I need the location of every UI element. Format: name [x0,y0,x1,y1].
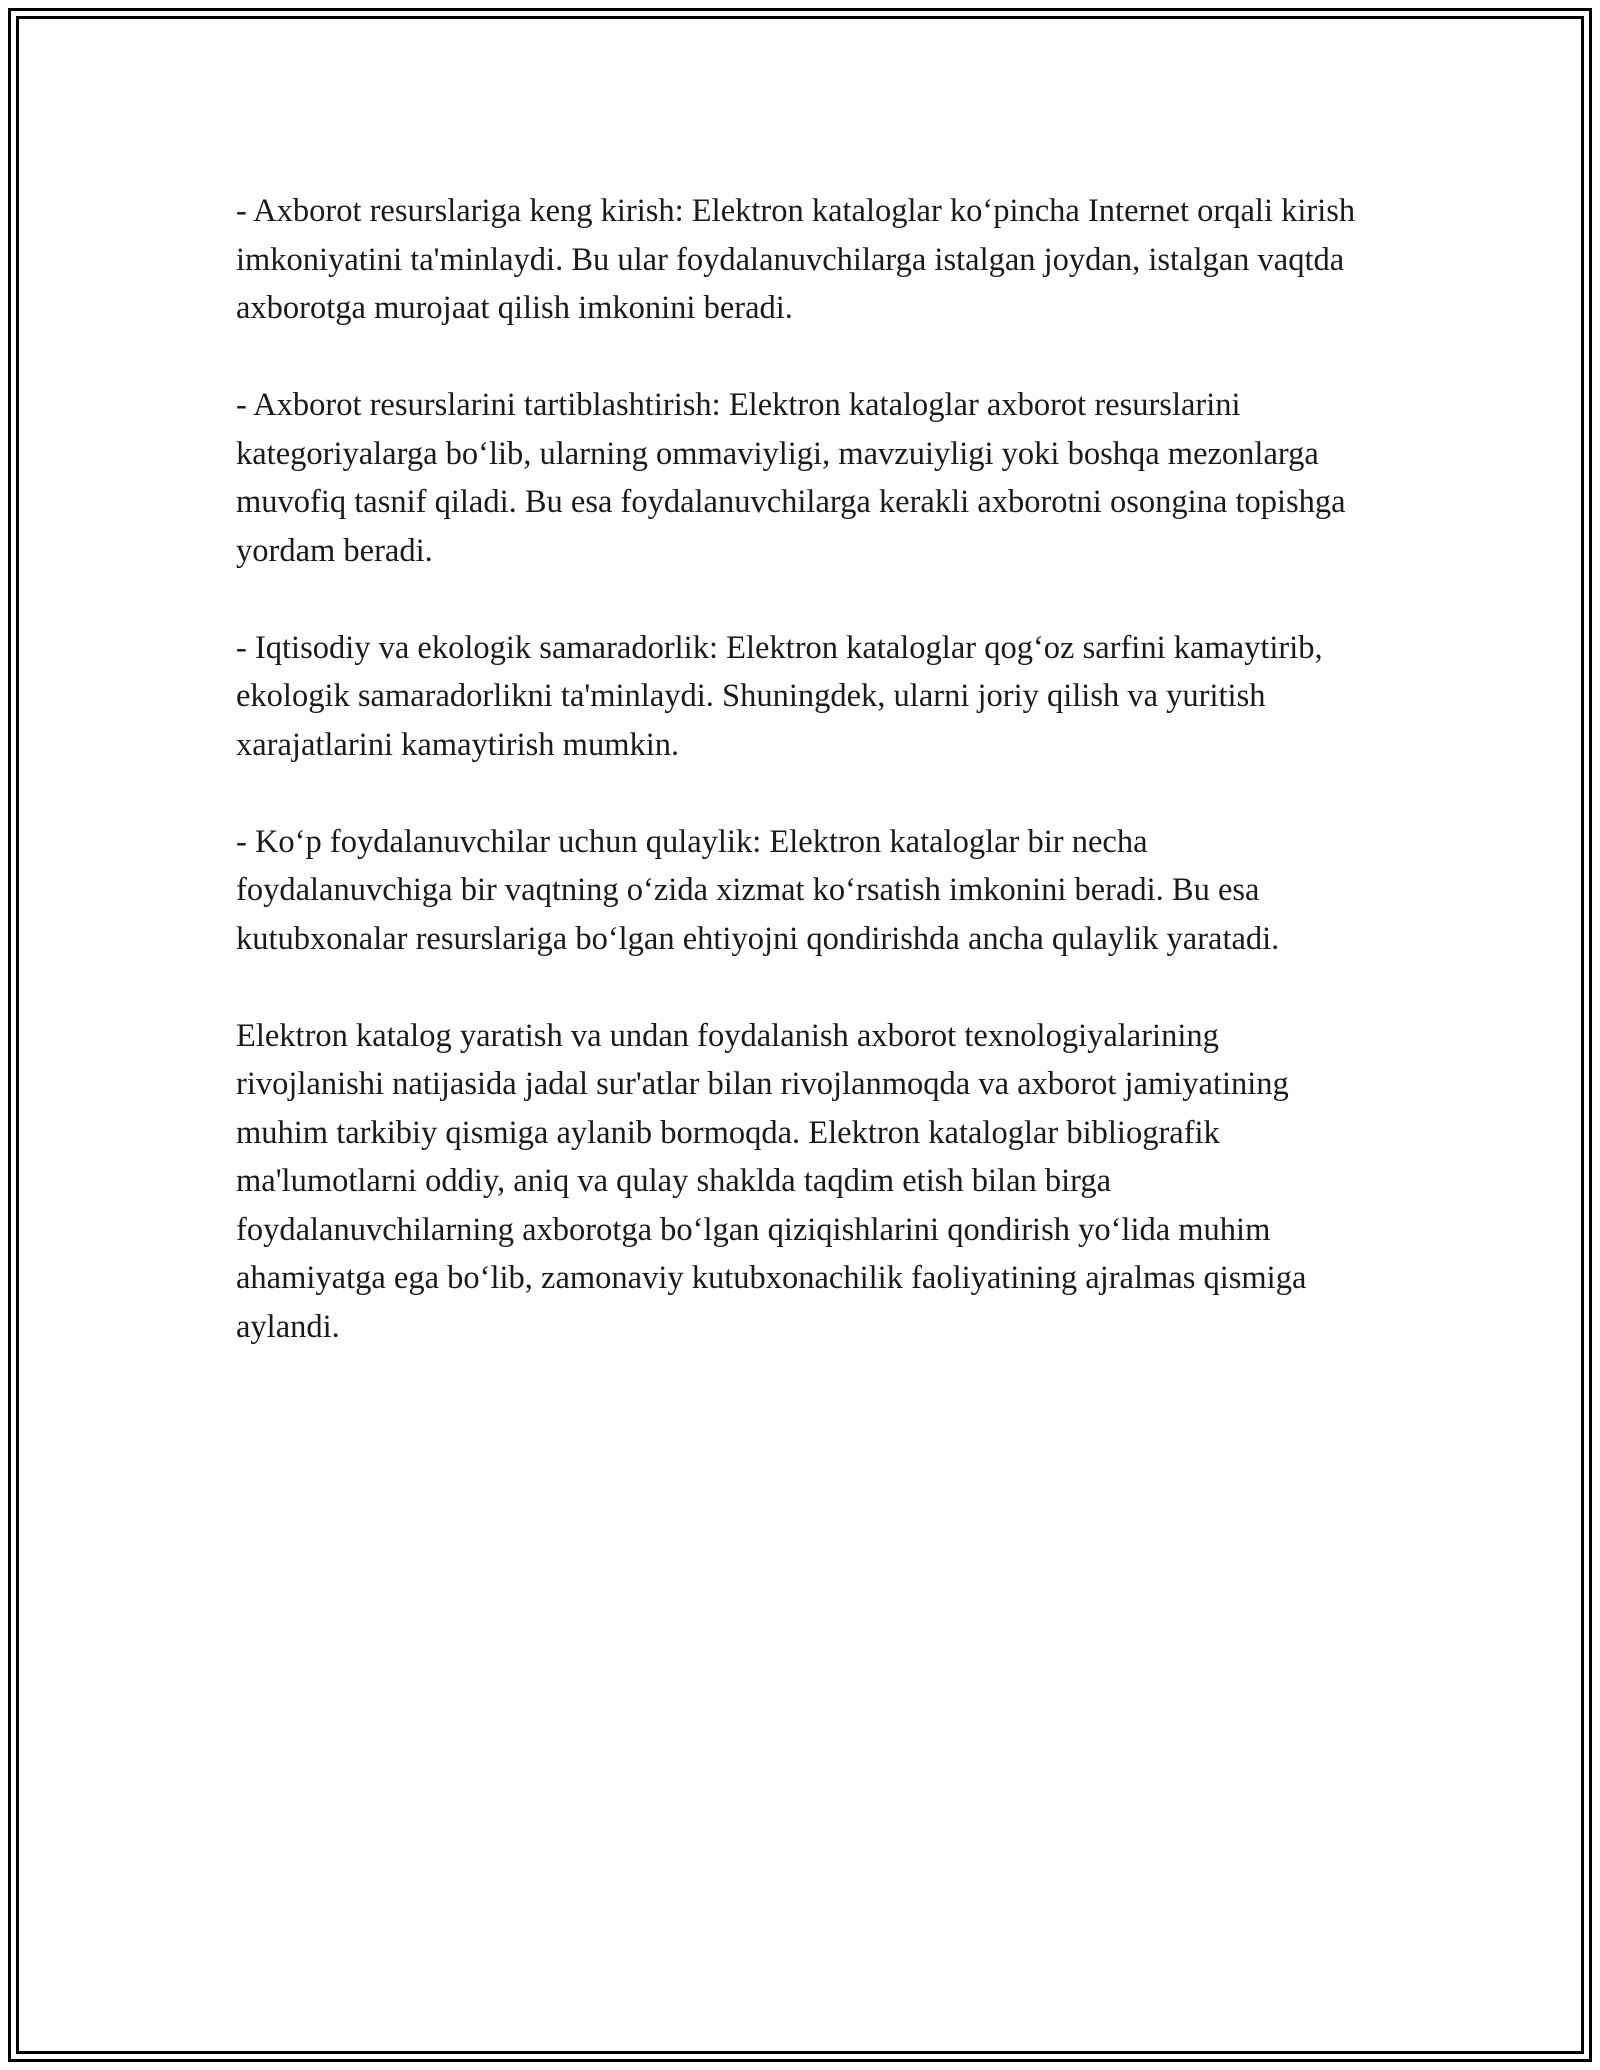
paragraph-multi-user: - Ko‘p foydalanuvchilar uchun qulaylik: Elektron kataloglar bir necha foydalanuvchiga bir vaqtning o‘zida xizmat ko‘rsatish imkonini beradi. Bu esa kutubxonalar resurslariga bo‘lgan ehtiyojni qondirishda ancha qulaylik yaratadi. [236,823,1280,957]
paragraph-access: - Axborot resurslariga keng kirish: Elektron kataloglar ko‘pincha Internet orqali kirish imkoniyatini ta'minlaydi. Bu ular foydalanuvchilarga istalgan joydan, istalgan vaqtda axborotga murojaat qilish imkonini beradi. [236,193,1356,326]
paragraph-efficiency: - Iqtisodiy va ekologik samaradorlik: Elektron kataloglar qog‘oz sarfini kamaytirib, ekologik samaradorlikni ta'minlaydi. Shuningdek, ularni joriy qilish va yuritish xarajatlarini kamaytirish mumkin. [236,629,1323,763]
document-body [236,187,1366,1400]
paragraph-conclusion: Elektron katalog yaratish va undan foydalanish axborot texnologiyalarining rivojlanishi natijasida jadal sur'atlar bilan rivojlanmoqda va axborot jamiyatining muhim tarkibiy qismiga aylanib bormoqda. Elektron kataloglar bibliografik ma'lumotlarni oddiy, aniq va qulay shaklda taqdim etish bilan birga foydalanuvchilarning axborotga bo‘lgan qiziqishlarini qondirish yo‘lida muhim ahamiyatga ega bo‘lib, zamonaviy kutubxonachilik faoliyatining ajralmas qismiga aylandi. [236,1017,1307,1345]
paragraph-organization: - Axborot resurslarini tartiblashtirish: Elektron kataloglar axborot resurslarini kategoriyalarga bo‘lib, ularning ommaviyligi, mavzuiyligi yoki boshqa mezonlarga muvofiq tasnif qiladi. Bu esa foydalanuvchilarga kerakli axborotni osongina topishga yordam beradi. [236,387,1346,569]
